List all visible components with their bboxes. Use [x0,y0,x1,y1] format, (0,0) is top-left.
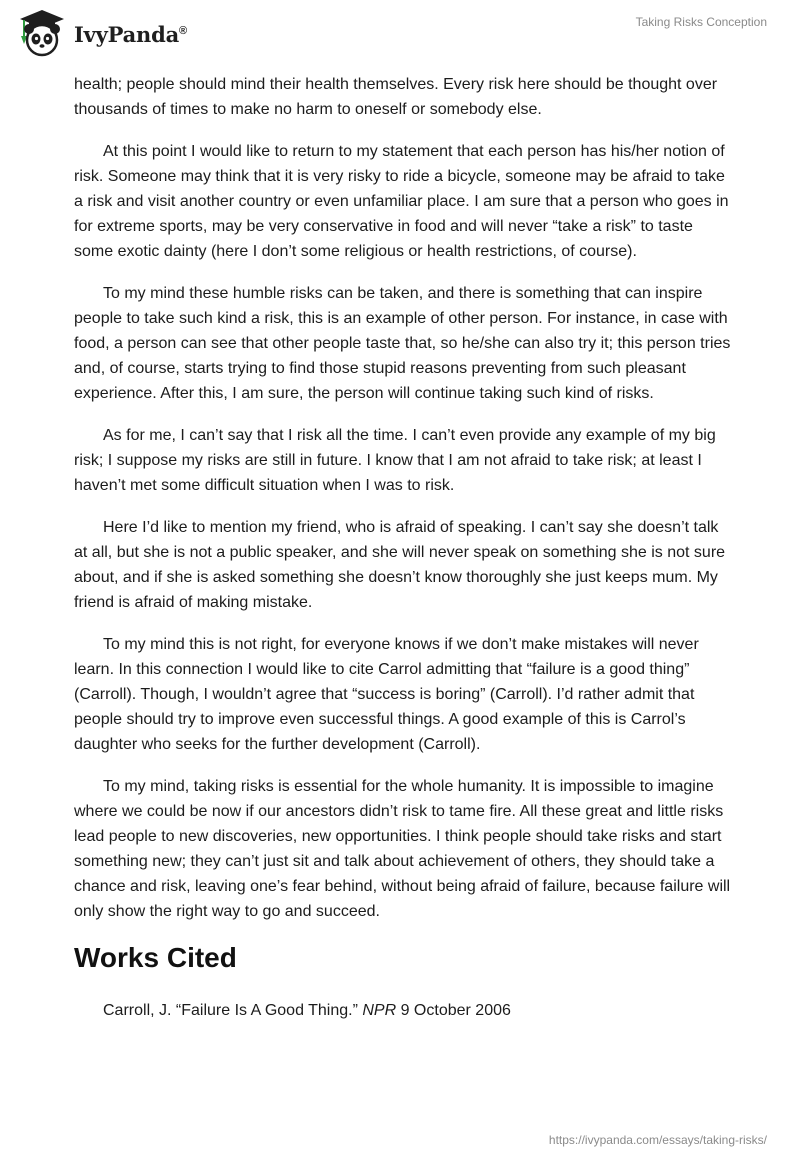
brand-name: IvyPanda® [74,21,187,47]
works-cited-heading: Works Cited [74,942,237,973]
brand-logo[interactable] [16,8,187,58]
citation-source: NPR [362,1002,397,1019]
page-header [0,0,800,70]
panda-graduate-icon [16,8,68,58]
paragraph: Here I’d like to mention my friend, who is afraid of speaking. I can’t say she doesn’t talk at all, but she is not a public speaker, and she will never speak on something she is not sure about, and if she is asked something she doesn’t know thoroughly she just keeps mum. My friend is afraid of making mistake. [74,519,726,611]
paragraph: To my mind these humble risks can be taken, and there is something that can inspire people to take such kind a risk, this is an example of other person. For instance, in case with food, a person can see that other people taste that, so he/she can also try it; this person tries and, of course, starts trying to find those stupid reasons preventing from such pleasant experience. After this, I am sure, the person will continue taking such kind of risks. [74,285,731,402]
paragraph: At this point I would like to return to my statement that each person has his/her notion of risk. Someone may think that it is very risky to ride a bicycle, someone may be afraid to take a risk and visit another country or even unfamiliar place. I am sure that a person who goes in for extreme sports, may be very conservative in food and will never “take a risk” to taste some exotic dainty (here I don’t some religious or health restrictions, of course). [74,143,729,260]
citation-entry [103,998,734,1023]
citation-text: Carroll, J. “Failure Is A Good Thing.” [103,1002,363,1019]
paragraph: To my mind this is not right, for everyone knows if we don’t make mistakes will never learn. In this connection I would like to cite Carrol admitting that “failure is a good thing” (Carroll). Though, I wouldn’t agree that “success is boring” (Carroll). I’d rather admit that people should try to improve even successful things. A good example of this is Carrol’s daughter who seeks for the further development (Carroll). [74,636,699,753]
citation-date: 9 October 2006 [396,1002,511,1019]
source-url[interactable]: https://ivypanda.com/essays/taking-risks/ [548,1133,767,1147]
essay-content [74,72,734,1023]
paragraph: As for me, I can’t say that I risk all the time. I can’t even provide any example of my big risk; I suppose my risks are still in future. I know that I am not afraid to take risk; at least I haven’t met some difficult situation when I was to risk. [74,427,716,494]
document-title: Taking Risks Conception [635,15,767,29]
paragraph: health; people should mind their health themselves. Every risk here should be thought over thousands of times to make no harm to oneself or somebody else. [74,76,718,118]
paragraph: To my mind, taking risks is essential for the whole humanity. It is impossible to imagine where we could be now if our ancestors didn’t risk to tame fire. All these great and little risks lead people to new discoveries, new opportunities. I think people should take risks and start something new; they can’t just sit and talk about achievement of others, they should take a chance and risk, leaving one’s fear behind, without being afraid of failure, because failure will only show the right way to go and succeed. [74,778,731,920]
